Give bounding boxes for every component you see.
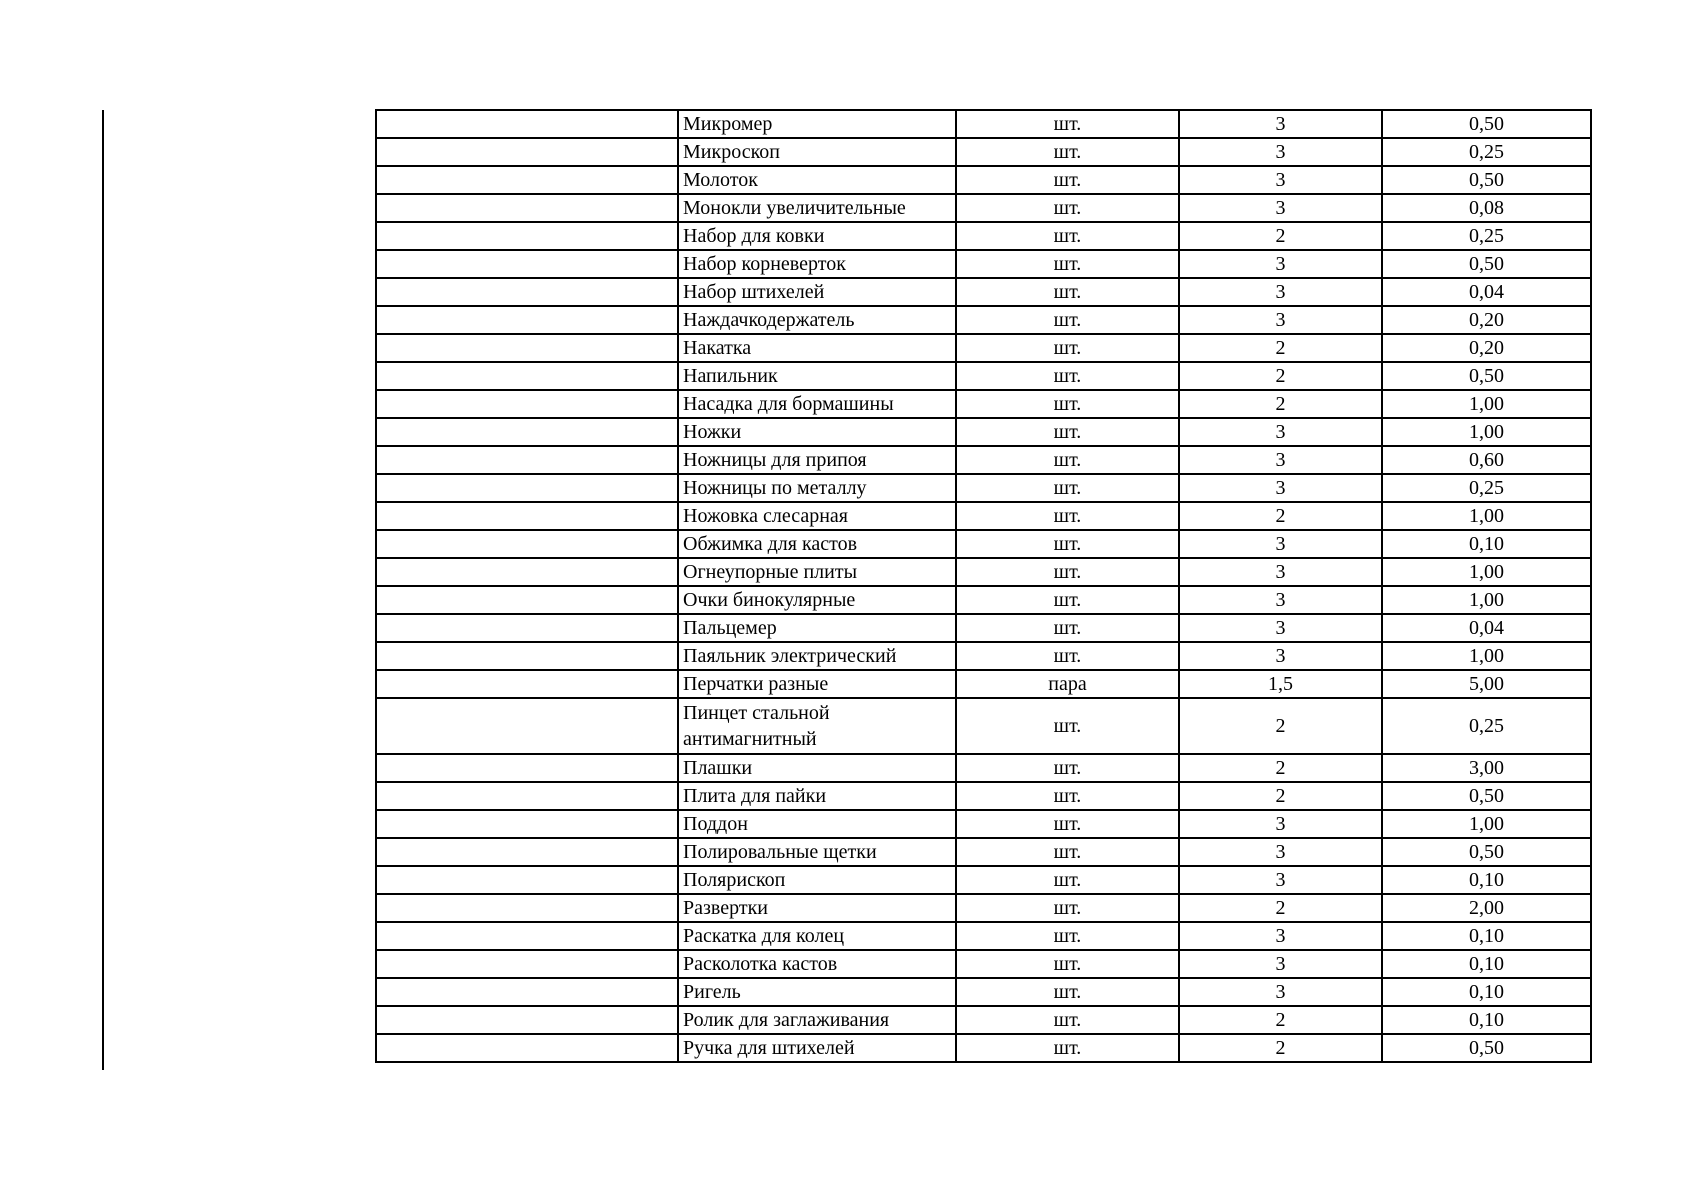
norm-cell: 3,00 <box>1382 754 1591 782</box>
item-name-cell: Раскатка для колец <box>678 922 956 950</box>
table-row <box>376 306 1591 334</box>
norm-cell: 1,00 <box>1382 558 1591 586</box>
item-name-cell: Пинцет стальной антимагнитный <box>678 698 956 754</box>
norm-cell: 0,50 <box>1382 166 1591 194</box>
norm-cell: 1,00 <box>1382 390 1591 418</box>
item-name-cell: Очки бинокулярные <box>678 586 956 614</box>
norm-cell: 2,00 <box>1382 894 1591 922</box>
quantity-cell: 3 <box>1179 418 1382 446</box>
quantity-cell: 3 <box>1179 586 1382 614</box>
unit-cell: шт. <box>956 166 1179 194</box>
row-blank-cell <box>376 418 678 446</box>
quantity-cell: 3 <box>1179 138 1382 166</box>
table-row <box>376 754 1591 782</box>
row-blank-cell <box>376 222 678 250</box>
unit-cell: шт. <box>956 866 1179 894</box>
quantity-cell: 3 <box>1179 110 1382 138</box>
norm-cell: 0,10 <box>1382 922 1591 950</box>
norm-cell: 0,50 <box>1382 250 1591 278</box>
table-row <box>376 810 1591 838</box>
norm-cell: 1,00 <box>1382 418 1591 446</box>
norm-cell: 0,20 <box>1382 334 1591 362</box>
norm-cell: 0,50 <box>1382 110 1591 138</box>
item-name-cell: Поддон <box>678 810 956 838</box>
table-row <box>376 474 1591 502</box>
table-row <box>376 530 1591 558</box>
unit-cell: шт. <box>956 950 1179 978</box>
item-name-cell: Развертки <box>678 894 956 922</box>
row-blank-cell <box>376 390 678 418</box>
table-row <box>376 866 1591 894</box>
unit-cell: шт. <box>956 222 1179 250</box>
norm-cell: 1,00 <box>1382 502 1591 530</box>
quantity-cell: 3 <box>1179 166 1382 194</box>
unit-cell: шт. <box>956 362 1179 390</box>
row-blank-cell <box>376 838 678 866</box>
quantity-cell: 2 <box>1179 1034 1382 1062</box>
unit-cell: шт. <box>956 390 1179 418</box>
item-name-cell: Ножки <box>678 418 956 446</box>
norm-cell: 0,08 <box>1382 194 1591 222</box>
table-row <box>376 670 1591 698</box>
norm-cell: 0,50 <box>1382 1034 1591 1062</box>
row-blank-cell <box>376 194 678 222</box>
row-blank-cell <box>376 894 678 922</box>
item-name-cell: Расколотка кастов <box>678 950 956 978</box>
item-name-cell: Ножовка слесарная <box>678 502 956 530</box>
item-name-cell: Плита для пайки <box>678 782 956 810</box>
item-name-cell: Напильник <box>678 362 956 390</box>
table-row <box>376 586 1591 614</box>
row-blank-cell <box>376 978 678 1006</box>
quantity-cell: 2 <box>1179 1006 1382 1034</box>
unit-cell: шт. <box>956 1034 1179 1062</box>
item-name-cell: Ножницы для припоя <box>678 446 956 474</box>
quantity-cell: 1,5 <box>1179 670 1382 698</box>
table-row <box>376 166 1591 194</box>
row-blank-cell <box>376 782 678 810</box>
table-row <box>376 698 1591 754</box>
row-blank-cell <box>376 1034 678 1062</box>
quantity-cell: 3 <box>1179 922 1382 950</box>
unit-cell: шт. <box>956 558 1179 586</box>
norm-cell: 0,25 <box>1382 698 1591 754</box>
norm-cell: 0,25 <box>1382 222 1591 250</box>
row-blank-cell <box>376 446 678 474</box>
row-blank-cell <box>376 334 678 362</box>
item-name-cell: Ригель <box>678 978 956 1006</box>
table-row <box>376 334 1591 362</box>
quantity-cell: 2 <box>1179 894 1382 922</box>
row-blank-cell <box>376 362 678 390</box>
unit-cell: шт. <box>956 810 1179 838</box>
table-row <box>376 278 1591 306</box>
quantity-cell: 2 <box>1179 222 1382 250</box>
norm-cell: 0,25 <box>1382 138 1591 166</box>
quantity-cell: 3 <box>1179 614 1382 642</box>
row-blank-cell <box>376 278 678 306</box>
row-blank-cell <box>376 474 678 502</box>
row-blank-cell <box>376 250 678 278</box>
row-blank-cell <box>376 754 678 782</box>
unit-cell: пара <box>956 670 1179 698</box>
quantity-cell: 3 <box>1179 866 1382 894</box>
table-row <box>376 894 1591 922</box>
row-blank-cell <box>376 110 678 138</box>
item-name-cell: Набор корневерток <box>678 250 956 278</box>
norm-cell: 1,00 <box>1382 810 1591 838</box>
table-row <box>376 502 1591 530</box>
row-blank-cell <box>376 558 678 586</box>
quantity-cell: 3 <box>1179 530 1382 558</box>
item-name-cell: Наждачкодержатель <box>678 306 956 334</box>
row-blank-cell <box>376 1006 678 1034</box>
equipment-table-body <box>376 110 1591 1062</box>
item-name-cell: Молоток <box>678 166 956 194</box>
row-blank-cell <box>376 642 678 670</box>
unit-cell: шт. <box>956 782 1179 810</box>
item-name-cell: Паяльник электрический <box>678 642 956 670</box>
item-name-cell: Ручка для штихелей <box>678 1034 956 1062</box>
unit-cell: шт. <box>956 838 1179 866</box>
item-name-cell: Полировальные щетки <box>678 838 956 866</box>
quantity-cell: 2 <box>1179 698 1382 754</box>
table-row <box>376 138 1591 166</box>
row-blank-cell <box>376 810 678 838</box>
item-name-cell: Монокли увеличительные <box>678 194 956 222</box>
quantity-cell: 2 <box>1179 362 1382 390</box>
quantity-cell: 3 <box>1179 558 1382 586</box>
quantity-cell: 3 <box>1179 446 1382 474</box>
norm-cell: 0,10 <box>1382 978 1591 1006</box>
table-row <box>376 978 1591 1006</box>
quantity-cell: 3 <box>1179 306 1382 334</box>
norm-cell: 1,00 <box>1382 586 1591 614</box>
table-row <box>376 446 1591 474</box>
unit-cell: шт. <box>956 418 1179 446</box>
table-row <box>376 250 1591 278</box>
quantity-cell: 3 <box>1179 950 1382 978</box>
item-name-cell: Полярископ <box>678 866 956 894</box>
row-blank-cell <box>376 614 678 642</box>
table-row <box>376 418 1591 446</box>
norm-cell: 5,00 <box>1382 670 1591 698</box>
item-name-cell: Плашки <box>678 754 956 782</box>
unit-cell: шт. <box>956 110 1179 138</box>
unit-cell: шт. <box>956 334 1179 362</box>
quantity-cell: 3 <box>1179 278 1382 306</box>
quantity-cell: 3 <box>1179 810 1382 838</box>
unit-cell: шт. <box>956 922 1179 950</box>
table-row <box>376 110 1591 138</box>
unit-cell: шт. <box>956 642 1179 670</box>
norm-cell: 0,20 <box>1382 306 1591 334</box>
item-name-cell: Ножницы по металлу <box>678 474 956 502</box>
row-blank-cell <box>376 530 678 558</box>
row-blank-cell <box>376 866 678 894</box>
norm-cell: 0,10 <box>1382 866 1591 894</box>
item-name-cell: Пальцемер <box>678 614 956 642</box>
row-blank-cell <box>376 950 678 978</box>
unit-cell: шт. <box>956 474 1179 502</box>
norm-cell: 0,04 <box>1382 278 1591 306</box>
norm-cell: 1,00 <box>1382 642 1591 670</box>
unit-cell: шт. <box>956 698 1179 754</box>
equipment-table <box>375 109 1592 1063</box>
row-blank-cell <box>376 166 678 194</box>
quantity-cell: 2 <box>1179 502 1382 530</box>
table-row <box>376 1034 1591 1062</box>
item-name-cell: Микроскоп <box>678 138 956 166</box>
quantity-cell: 2 <box>1179 334 1382 362</box>
row-blank-cell <box>376 138 678 166</box>
quantity-cell: 3 <box>1179 642 1382 670</box>
quantity-cell: 3 <box>1179 838 1382 866</box>
item-name-cell: Набор для ковки <box>678 222 956 250</box>
norm-cell: 0,04 <box>1382 614 1591 642</box>
unit-cell: шт. <box>956 530 1179 558</box>
unit-cell: шт. <box>956 894 1179 922</box>
unit-cell: шт. <box>956 278 1179 306</box>
table-row <box>376 1006 1591 1034</box>
unit-cell: шт. <box>956 754 1179 782</box>
norm-cell: 0,10 <box>1382 1006 1591 1034</box>
norm-cell: 0,10 <box>1382 950 1591 978</box>
item-name-cell: Набор штихелей <box>678 278 956 306</box>
table-row <box>376 838 1591 866</box>
quantity-cell: 2 <box>1179 754 1382 782</box>
table-row <box>376 222 1591 250</box>
unit-cell: шт. <box>956 502 1179 530</box>
quantity-cell: 3 <box>1179 250 1382 278</box>
norm-cell: 0,50 <box>1382 838 1591 866</box>
item-name-cell: Микромер <box>678 110 956 138</box>
quantity-cell: 3 <box>1179 194 1382 222</box>
unit-cell: шт. <box>956 1006 1179 1034</box>
row-blank-cell <box>376 922 678 950</box>
item-name-cell: Перчатки разные <box>678 670 956 698</box>
table-row <box>376 642 1591 670</box>
unit-cell: шт. <box>956 138 1179 166</box>
row-blank-cell <box>376 586 678 614</box>
norm-cell: 0,60 <box>1382 446 1591 474</box>
unit-cell: шт. <box>956 614 1179 642</box>
table-row <box>376 614 1591 642</box>
row-blank-cell <box>376 306 678 334</box>
norm-cell: 0,10 <box>1382 530 1591 558</box>
table-row <box>376 950 1591 978</box>
quantity-cell: 3 <box>1179 474 1382 502</box>
quantity-cell: 3 <box>1179 978 1382 1006</box>
table-row <box>376 782 1591 810</box>
unit-cell: шт. <box>956 306 1179 334</box>
unit-cell: шт. <box>956 194 1179 222</box>
unit-cell: шт. <box>956 978 1179 1006</box>
norm-cell: 0,25 <box>1382 474 1591 502</box>
row-blank-cell <box>376 670 678 698</box>
norm-cell: 0,50 <box>1382 782 1591 810</box>
norm-cell: 0,50 <box>1382 362 1591 390</box>
table-row <box>376 390 1591 418</box>
table-row <box>376 922 1591 950</box>
unit-cell: шт. <box>956 586 1179 614</box>
item-name-cell: Накатка <box>678 334 956 362</box>
row-blank-cell <box>376 698 678 754</box>
table-row <box>376 194 1591 222</box>
row-blank-cell <box>376 502 678 530</box>
unit-cell: шт. <box>956 446 1179 474</box>
item-name-cell: Обжимка для кастов <box>678 530 956 558</box>
page-margin-line <box>102 110 104 1070</box>
table-row <box>376 558 1591 586</box>
table-row <box>376 362 1591 390</box>
item-name-cell: Насадка для бормашины <box>678 390 956 418</box>
item-name-cell: Огнеупорные плиты <box>678 558 956 586</box>
item-name-cell: Ролик для заглаживания <box>678 1006 956 1034</box>
quantity-cell: 2 <box>1179 390 1382 418</box>
quantity-cell: 2 <box>1179 782 1382 810</box>
unit-cell: шт. <box>956 250 1179 278</box>
